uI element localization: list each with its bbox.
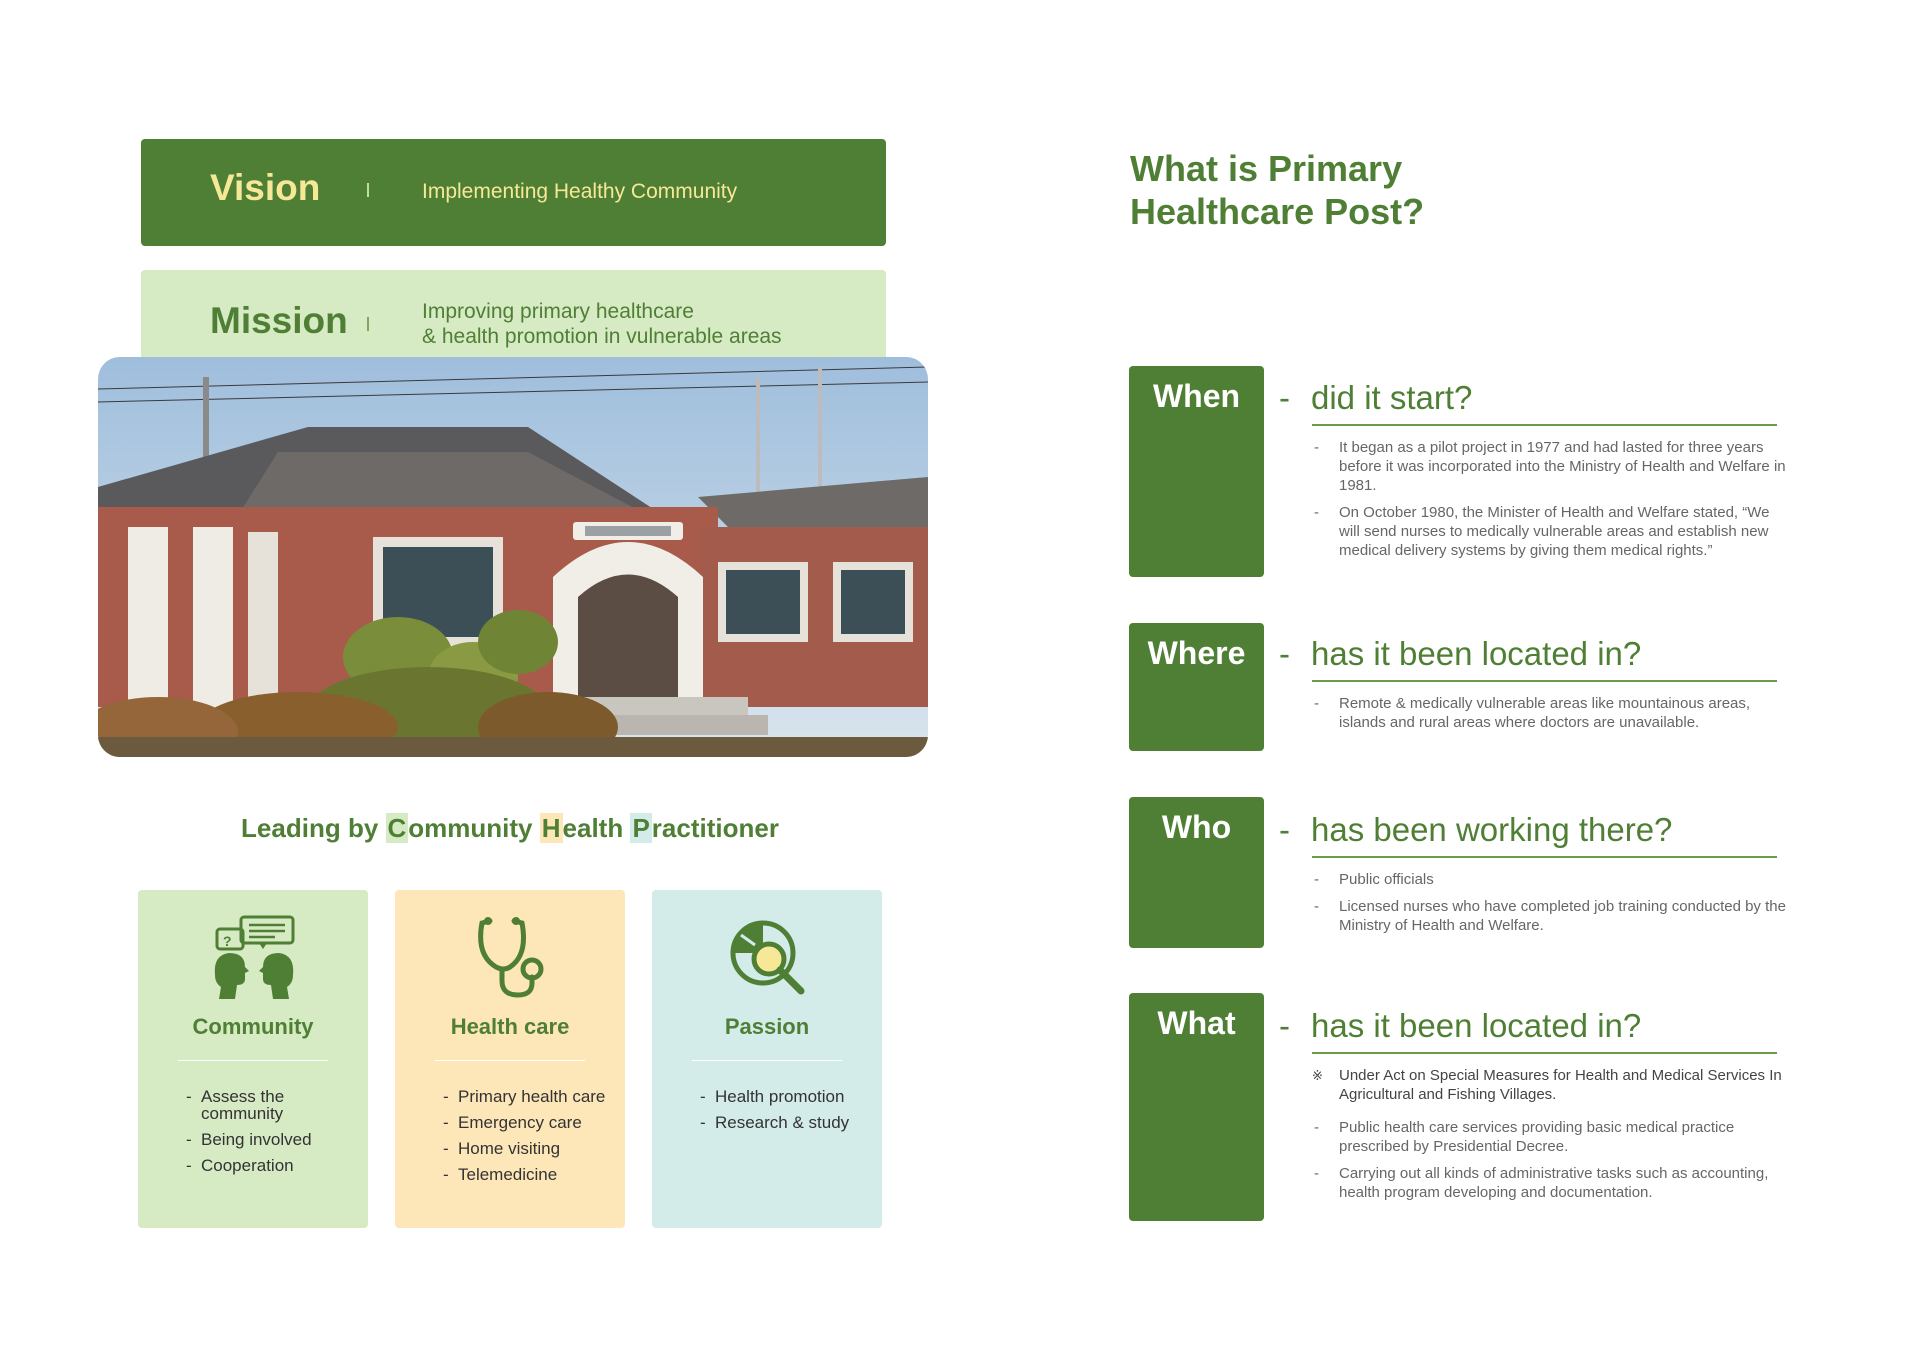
what-label: What: [1157, 1005, 1236, 1041]
who-box: [1129, 797, 1264, 948]
vision-banner: [141, 139, 886, 246]
card-title-passion: Passion: [724, 1014, 810, 1039]
list-item: - Public health care services providing basic medical practice prescribed by Presidential Decree.: [1312, 1118, 1792, 1156]
page-title-line1: What is Primary: [1130, 148, 1403, 189]
vision-separator: [367, 183, 369, 197]
mission-text-line1: Improving primary healthcare: [422, 300, 694, 323]
passion-list: [700, 1088, 849, 1140]
list-item: - Research & study: [700, 1114, 849, 1131]
who-question: [1279, 810, 1672, 850]
question-dash: -: [1279, 635, 1290, 672]
list-item: - Primary health care: [443, 1088, 605, 1105]
card-title-health-care: Health care: [450, 1014, 570, 1039]
list-item: - Remote & medically vulnerable areas like mountainous areas, islands and rural areas where doctors are unavailable.: [1312, 694, 1792, 732]
card-divider: [435, 1060, 585, 1061]
list-item: - Emergency care: [443, 1114, 605, 1131]
vision-text: Implementing Healthy Community: [422, 180, 738, 203]
what-question-text: has it been located in?: [1311, 1007, 1642, 1044]
where-list: [1312, 694, 1792, 740]
list-item: - Telemedicine: [443, 1166, 605, 1183]
when-box: [1129, 366, 1264, 577]
when-question: [1279, 378, 1472, 418]
community-dialog-icon: [211, 915, 297, 1001]
where-question: [1279, 634, 1641, 674]
leading-heading: [0, 813, 1020, 844]
leading-highlight-c: C: [387, 813, 407, 843]
list-item: - Cooperation: [186, 1157, 312, 1174]
question-divider: [1312, 856, 1777, 858]
page-title: [1130, 147, 1424, 233]
vision-title: Vision: [210, 167, 321, 208]
page-title-line2: Healthcare Post?: [1130, 191, 1425, 232]
who-question-text: has been working there?: [1311, 811, 1673, 848]
health-post-photo: [98, 357, 928, 757]
list-item: - Carrying out all kinds of administrative tasks such as accounting, health program developing and documentation.: [1312, 1164, 1792, 1202]
mission-title: Mission: [210, 300, 348, 341]
what-list: [1312, 1066, 1792, 1210]
where-label: Where: [1147, 635, 1246, 671]
act-note: ※ Under Act on Special Measures for Health and Medical Services In Agricultural and Fishing Villages.: [1312, 1066, 1792, 1104]
community-list: [186, 1088, 312, 1183]
mission-text-line2: & health promotion in vulnerable areas: [422, 325, 782, 348]
when-label: When: [1152, 378, 1241, 414]
card-divider: [692, 1060, 842, 1061]
list-item: - On October 1980, the Minister of Health and Welfare stated, “We will send nurses to medically vulnerable areas and establish new medical delivery systems by giving them medical rights.”: [1312, 503, 1792, 560]
when-list: [1312, 438, 1792, 568]
question-divider: [1312, 680, 1777, 682]
card-title-community: Community: [192, 1014, 314, 1039]
where-box: [1129, 623, 1264, 751]
list-item: - Assess the community: [186, 1088, 301, 1122]
question-dash: -: [1279, 1007, 1290, 1044]
passion-card: [652, 890, 882, 1228]
list-item: - Licensed nurses who have completed job training conducted by the Ministry of Health and Welfare.: [1312, 897, 1792, 935]
what-box: [1129, 993, 1264, 1221]
who-list: [1312, 870, 1792, 943]
list-item: - It began as a pilot project in 1977 and had lasted for three years before it was incorporated into the Ministry of Health and Welfare in 1981.: [1312, 438, 1792, 495]
list-item: - Being involved: [186, 1131, 312, 1148]
leading-highlight-h: H: [541, 813, 561, 843]
community-card: [138, 890, 368, 1228]
question-divider: [1312, 1052, 1777, 1054]
leading-prefix: Leading by: [241, 813, 386, 843]
leading-word-practitioner: ractitioner: [651, 813, 779, 843]
leading-highlight-p: P: [632, 813, 650, 843]
list-item: - Public officials: [1312, 870, 1792, 889]
question-dash: -: [1279, 811, 1290, 848]
mission-text: [422, 299, 782, 349]
stethoscope-icon: [468, 915, 554, 1001]
list-item: - Home visiting: [443, 1140, 605, 1157]
question-dash: -: [1279, 379, 1290, 416]
who-label: Who: [1161, 809, 1232, 845]
card-divider: [178, 1060, 328, 1061]
leading-word-health: ealth: [562, 813, 631, 843]
mission-separator: [367, 317, 369, 331]
when-question-text: did it start?: [1311, 379, 1473, 416]
what-question: [1279, 1006, 1641, 1046]
health-care-list: [443, 1088, 605, 1192]
svg-text:?: ?: [223, 933, 232, 949]
where-question-text: has it been located in?: [1311, 635, 1642, 672]
leading-word-community: ommunity: [408, 813, 540, 843]
question-divider: [1312, 424, 1777, 426]
health-care-card: [395, 890, 625, 1228]
research-magnifier-icon: [725, 915, 811, 1001]
list-item: - Health promotion: [700, 1088, 849, 1105]
